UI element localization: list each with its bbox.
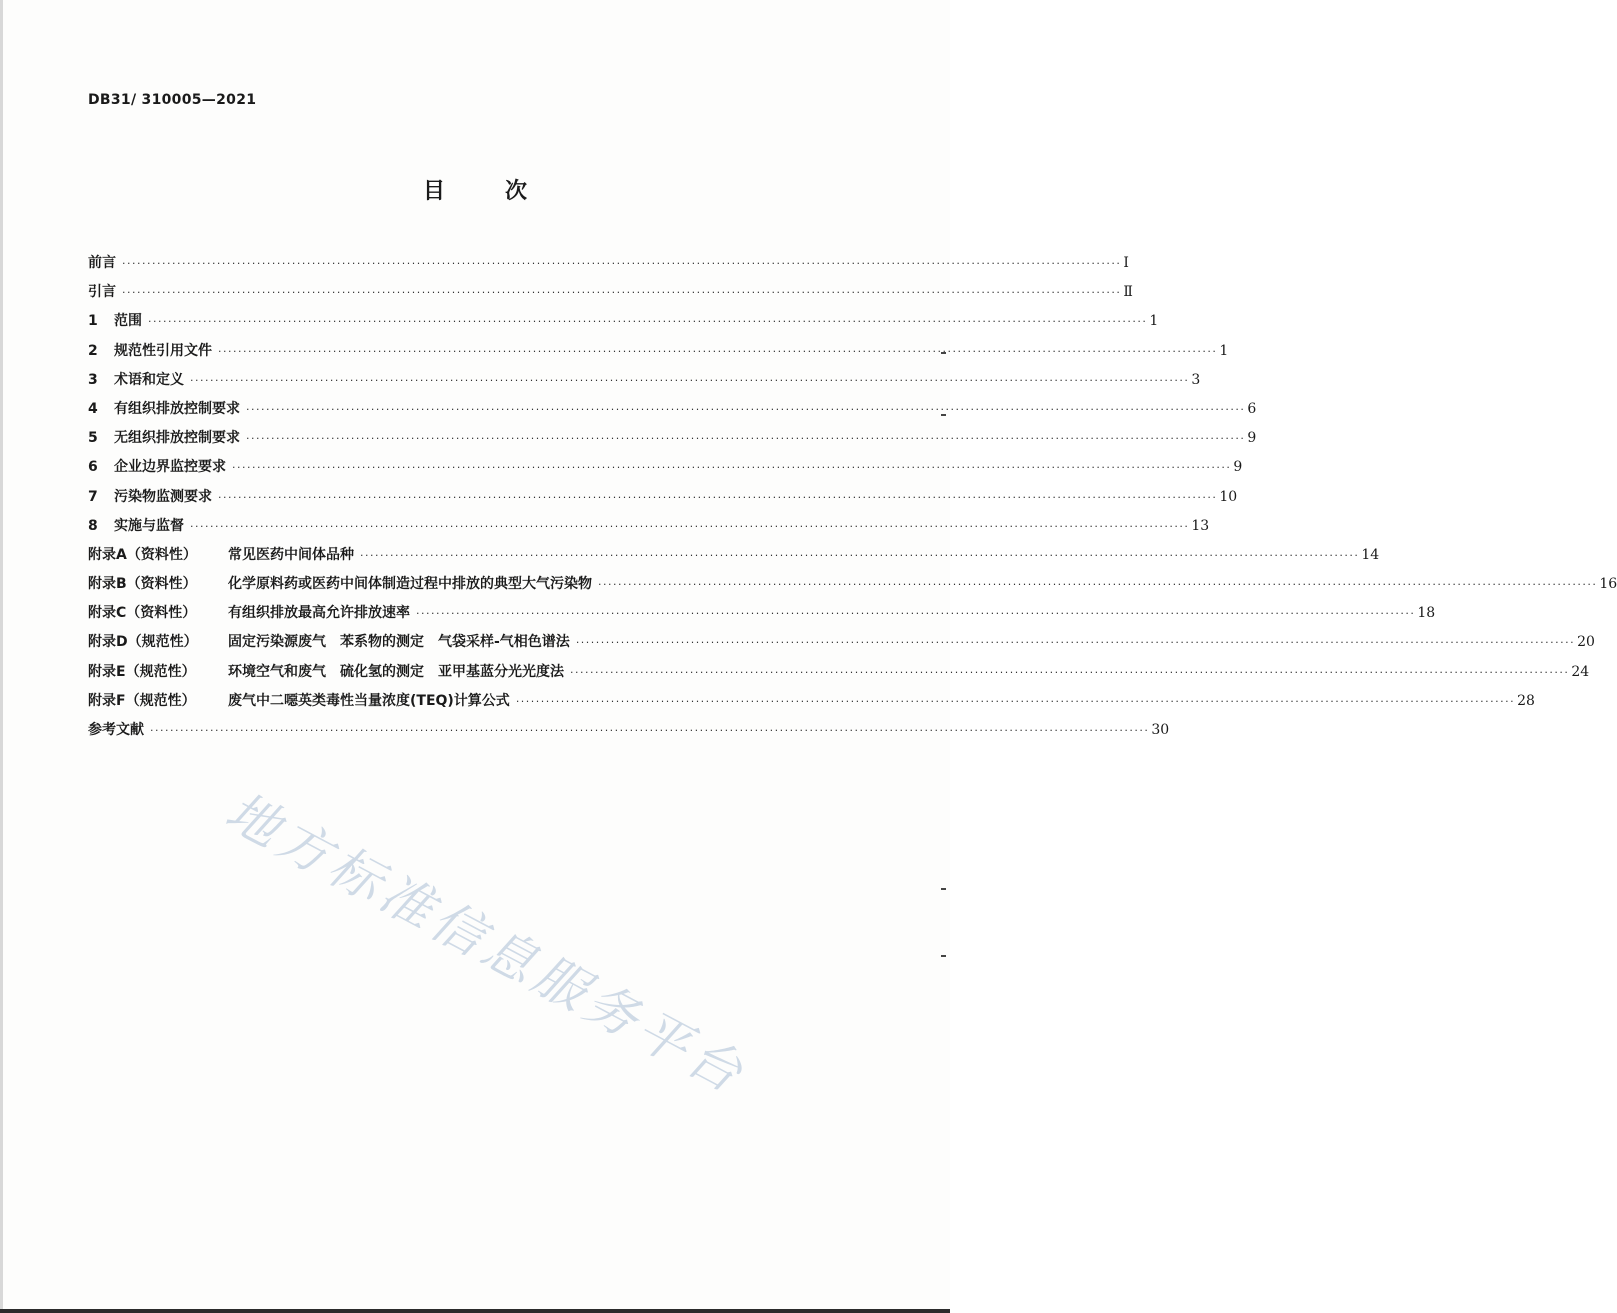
toc-leader-dots: ········································································································································································································ (360, 548, 1360, 562)
toc-leader-dots: ········································································································································································································ (515, 694, 1516, 708)
toc-entry-page: 28 (1517, 692, 1535, 709)
toc-entry-page: 20 (1577, 634, 1595, 651)
toc-entry-page: 9 (1247, 430, 1257, 447)
toc-entry[interactable] (88, 602, 1436, 631)
toc-entry-page: 1 (1149, 313, 1159, 330)
toc-entry-label: 有组织排放控制要求 (114, 400, 240, 417)
toc-leader-dots: ········································································································································································································ (575, 636, 1576, 650)
toc-title (0, 174, 950, 205)
toc-entry-page: 3 (1191, 371, 1201, 388)
toc-entry-number: 4 (88, 400, 98, 417)
toc-entry-label: 化学原料药或医药中间体制造过程中排放的典型大气污染物 (228, 576, 592, 593)
toc-entry-label: 常见医药中间体品种 (228, 546, 354, 563)
toc-entry-page: 10 (1219, 488, 1238, 505)
toc-entry-prefix: 附录A（资料性） (88, 546, 197, 563)
toc-entry[interactable] (88, 631, 1595, 660)
toc-entry-number: 6 (88, 459, 98, 476)
toc-entry[interactable] (88, 515, 1210, 544)
toc-entry[interactable] (88, 340, 1229, 369)
document-code: DB31/ 310005—2021 (88, 92, 257, 108)
toc-entry[interactable] (88, 369, 1201, 398)
toc-leader-dots: ········································································································································································································ (148, 315, 1148, 329)
toc-entry-page: 14 (1361, 546, 1380, 563)
toc-entry[interactable] (88, 456, 1243, 485)
toc-leader-dots: ········································································································································································································ (122, 286, 1122, 300)
toc-entry-label: 污染物监测要求 (114, 488, 212, 505)
toc-entry-number: 5 (88, 430, 98, 447)
toc-leader-dots: ········································································································································································································ (598, 578, 1598, 592)
toc-entry-number: 1 (88, 313, 98, 330)
toc-entry-label: 无组织排放控制要求 (114, 430, 240, 447)
toc-entry-page: Ⅱ (1123, 284, 1133, 301)
toc-leader-dots: ········································································································································································································ (416, 607, 1416, 621)
toc-entry-label: 范围 (114, 313, 142, 330)
toc-entry-label: 有组织排放最高允许排放速率 (228, 605, 410, 622)
toc-leader-dots: ········································································································································································································ (218, 344, 1218, 358)
toc-entry-number: 2 (88, 342, 98, 359)
toc-entry[interactable] (88, 719, 1170, 748)
toc-entry-label: 实施与监督 (114, 517, 184, 534)
toc-entry-prefix: 附录C（资料性） (88, 605, 197, 622)
toc-entry[interactable] (88, 486, 1238, 515)
toc-entry-label: 术语和定义 (114, 371, 184, 388)
toc-entry-prefix: 附录B（资料性） (88, 576, 197, 593)
toc-entry-page: 24 (1571, 663, 1590, 680)
toc-entry-label: 规范性引用文件 (114, 342, 212, 359)
toc-entry-number: 7 (88, 488, 98, 505)
toc-leader-dots: ········································································································································································································ (570, 665, 1570, 679)
toc-entry[interactable] (88, 398, 1257, 427)
toc-leader-dots: ········································································································································································································ (232, 461, 1232, 475)
table-of-contents (88, 252, 1617, 748)
toc-entry-page: 30 (1151, 722, 1170, 738)
toc-entry-page: 13 (1191, 517, 1210, 534)
toc-entry-prefix: 附录F（规范性） (88, 692, 196, 709)
toc-entry[interactable] (88, 310, 1159, 339)
scan-mark (941, 955, 946, 957)
toc-entry-page: 1 (1219, 342, 1229, 359)
toc-entry-prefix: 附录D（规范性） (88, 634, 198, 651)
toc-entry-label: 企业边界监控要求 (114, 459, 226, 476)
toc-entry-label: 固定污染源废气 苯系物的测定 气袋采样-气相色谱法 (228, 634, 570, 651)
toc-entry[interactable] (88, 544, 1380, 573)
toc-entry[interactable] (88, 573, 1617, 602)
toc-leader-dots: ········································································································································································································ (122, 257, 1122, 270)
toc-entry-label: 引言 (88, 284, 116, 301)
toc-entry[interactable] (88, 690, 1535, 719)
toc-entry-prefix: 附录E（规范性） (88, 663, 196, 680)
toc-entry-page: 18 (1417, 605, 1436, 622)
toc-leader-dots: ········································································································································································································ (246, 432, 1246, 446)
toc-leader-dots: ········································································································································································································ (150, 724, 1150, 737)
toc-entry-label: 废气中二噁英类毒性当量浓度(TEQ)计算公式 (228, 692, 510, 709)
scan-mark (941, 888, 946, 890)
toc-entry-page: 9 (1233, 459, 1243, 476)
toc-entry[interactable] (88, 281, 1133, 310)
toc-entry-page: 6 (1247, 400, 1257, 417)
toc-leader-dots: ········································································································································································································ (246, 402, 1246, 416)
toc-entry-label: 前言 (88, 255, 116, 271)
toc-title-part: 目 (422, 179, 445, 204)
toc-leader-dots: ········································································································································································································ (190, 519, 1190, 533)
toc-title-part: 次 (505, 179, 528, 204)
watermark: 地方标准信息服务平台 (215, 781, 757, 1107)
toc-entry-page: I (1123, 255, 1129, 271)
toc-entry[interactable] (88, 252, 1129, 281)
toc-entry-number: 3 (88, 371, 98, 388)
toc-leader-dots: ········································································································································································································ (190, 373, 1190, 387)
toc-entry[interactable] (88, 661, 1590, 690)
toc-entry-label: 参考文献 (88, 722, 144, 738)
toc-entry-number: 8 (88, 517, 98, 534)
toc-entry-page: 16 (1599, 576, 1617, 593)
scan-bottom-edge (0, 1309, 950, 1313)
toc-entry[interactable] (88, 427, 1257, 456)
toc-entry-label: 环境空气和废气 硫化氢的测定 亚甲基蓝分光光度法 (228, 663, 564, 680)
toc-leader-dots: ········································································································································································································ (218, 490, 1218, 504)
